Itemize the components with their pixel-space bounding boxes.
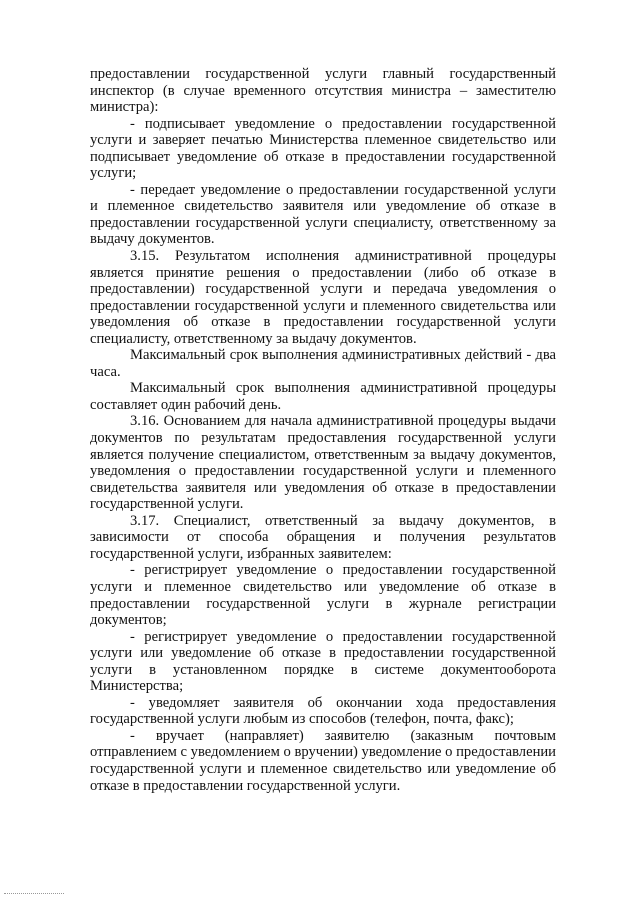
- paragraph-max-actions-time: Максимальный срок выполнения административных действий - два часа.: [90, 347, 556, 380]
- paragraph-transfers-notification: - передает уведомление о предоставлении государственной услуги и племенное свидетельство заявителя или уведомление об отказе в предоставлении государственной услуги специалисту, ответственному за выдачу документов.: [90, 181, 556, 248]
- paragraph-max-procedure-time: Максимальный срок выполнения административной процедуры составляет один рабочий день.: [90, 380, 556, 413]
- paragraph-notifies-applicant: - уведомляет заявителя об окончании хода предоставления государственной услуги любым из способов (телефон, почта, факс);: [90, 694, 556, 728]
- paragraph-inspector-intro: предоставлении государственной услуги главный государственный инспектор (в случае временного отсутствия министра – заместителю министра):: [90, 66, 556, 116]
- paragraph-signs-notification: - подписывает уведомление о предоставлении государственной услуги и заверяет печатью Министерства племенное свидетельство или подписывает уведомление об отказе в предоставлении государственной услуги;: [90, 115, 556, 182]
- document-page: [90, 66, 556, 794]
- footer-divider: [4, 893, 64, 894]
- paragraph-registers-in-journal: - регистрирует уведомление о предоставлении государственной услуги и племенное свидетельство или уведомление об отказе в предоставлении государственной услуги в журнале регистрации документов;: [90, 562, 556, 629]
- paragraph-3-16-basis: 3.16. Основанием для начала административной процедуры выдачи документов по результатам предоставления государственной услуги является получение специалистом, ответственным за выдачу документов, уведомления о предоставлении государственной услуги и племенного свидетельства заявителя или уведомления об отказе в предоставлении государственной услуги.: [90, 413, 556, 513]
- paragraph-hands-over: - вручает (направляет) заявителю (заказным почтовым отправлением с уведомлением о вручении) уведомление о предоставлении государственной услуги и племенное свидетельство или уведомление об отказе в предоставлении государственной услуги.: [90, 727, 556, 794]
- paragraph-registers-in-system: - регистрирует уведомление о предоставлении государственной услуги или уведомление об отказе в предоставлении государственной услуги в установленном порядке в системе документооборота Министерства;: [90, 628, 556, 695]
- paragraph-3-17-specialist: 3.17. Специалист, ответственный за выдачу документов, в зависимости от способа обращения и получения результатов государственной услуги, избранных заявителем:: [90, 512, 556, 562]
- paragraph-3-15-result: 3.15. Результатом исполнения административной процедуры является принятие решения о предоставлении (либо об отказе в предоставлении) государственной услуги и передача уведомления о предоставлении государственной услуги и племенного свидетельства или уведомления об отказе в предоставлении государственной услуги специалисту, ответственному за выдачу документов.: [90, 248, 556, 347]
